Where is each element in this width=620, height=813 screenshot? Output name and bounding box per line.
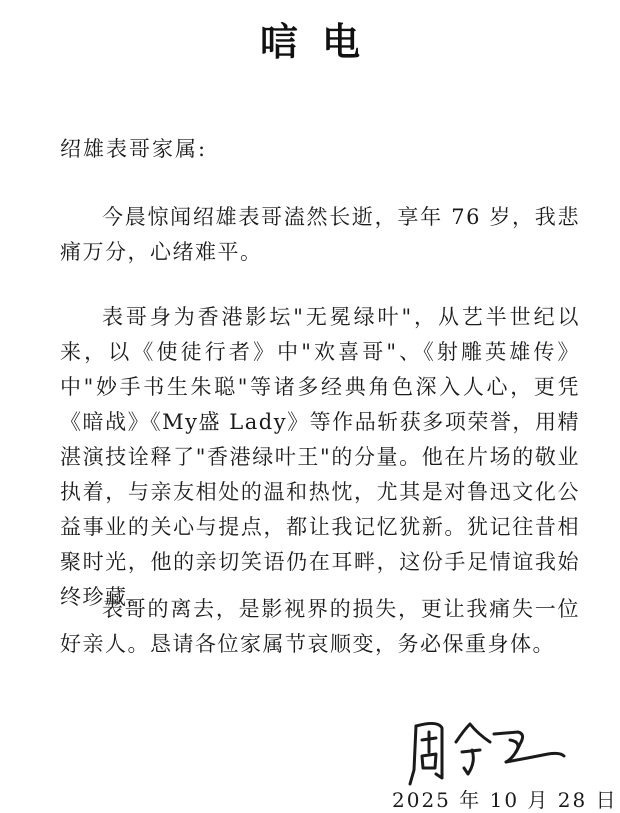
handwritten-signature (398, 712, 568, 792)
letter-date: 2025 年 10 月 28 日 (392, 788, 618, 812)
letter-title: 唁电 (259, 20, 384, 64)
salutation: 绍雄表哥家属: (60, 137, 208, 161)
paragraph-closing: 表哥的离去，是影视界的损失，更让我痛失一位好亲人。恳请各位家属节哀顺变，务必保重身体。 (60, 597, 580, 656)
paragraph-opening: 今晨惊闻绍雄表哥溘然长逝，享年 76 岁，我悲痛万分，心绪难平。 (60, 205, 580, 264)
paragraph-tribute: 表哥身为香港影坛"无冕绿叶"，从艺半世纪以来，以《使徒行者》中"欢喜哥"、《射雕英雄传》中"妙手书生朱聪"等诸多经典角色深入人心，更凭《暗战》《My盛 Lady》等作品斩获多项荣誉，用精湛演技诠释了"香港绿叶王"的分量。他在片场的敬业执着，与亲友相处的温和热忱，尤其是对鲁迅文化公益事业的关心与提点，都让我记忆犹新。犹记往昔相聚时光，他的亲切笑语仍在耳畔，这份手足情谊我始终珍藏。 (60, 305, 580, 609)
